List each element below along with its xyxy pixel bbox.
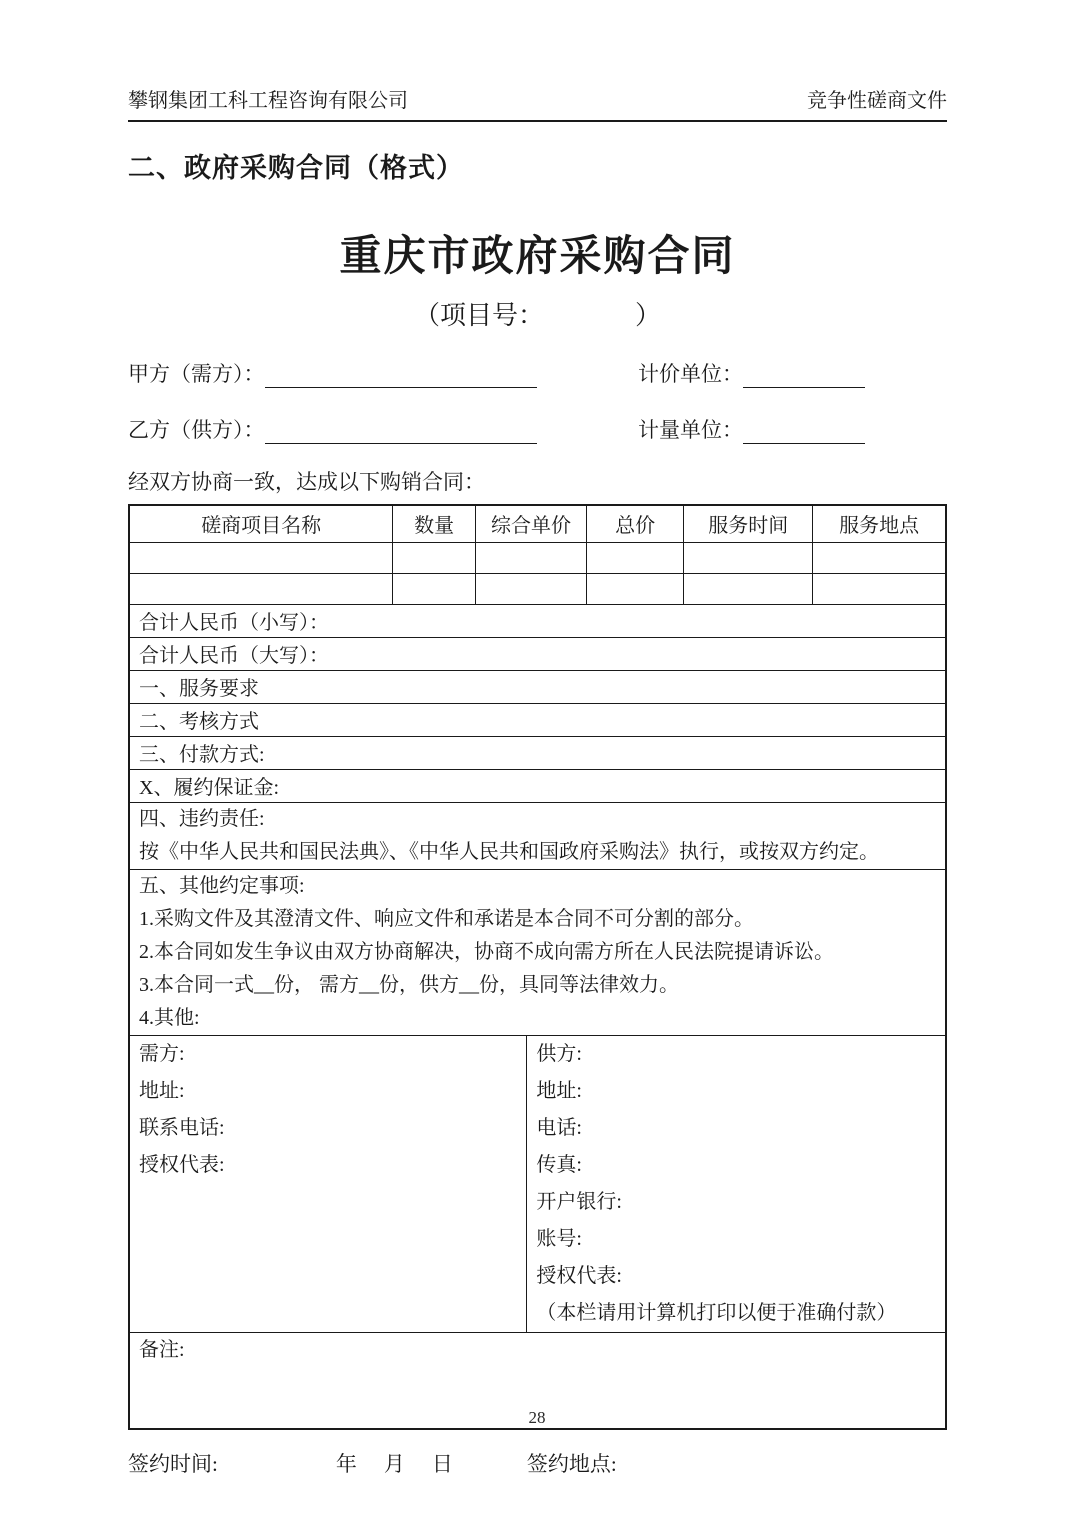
other-terms-item: 3.本合同一式__份， 需方__份，供方__份，具同等法律效力。 [139,973,679,996]
col-header-item-name: 磋商项目名称 [129,505,393,542]
intro-line: 经双方协商一致，达成以下购销合同： [128,470,485,494]
measure-unit-field [638,414,865,444]
party-b-blank-line [265,420,537,444]
signing-place-label: 签约地点: [526,1452,617,1476]
col-header-service-time: 服务时间 [684,505,813,542]
party-b-field [128,414,638,444]
blank-cell [129,573,393,604]
payment-method-row [129,736,946,769]
signing-row [128,1448,947,1478]
measure-unit-label: 计量单位： [638,418,743,442]
blank-cell [684,542,813,573]
party-a-row [128,358,947,388]
contract-title: 重庆市政府采购合同 [339,234,736,280]
blank-cell [393,542,476,573]
supplier-representative-label: 授权代表: [536,1264,622,1287]
other-terms-title: 五、其他约定事项: [139,874,305,897]
page-number: 28 [528,1408,546,1427]
supplier-address-label: 地址: [536,1079,582,1102]
total-uppercase-row [129,637,946,670]
header-company-name: 攀钢集团工科工程咨询有限公司 [128,90,408,112]
blank-cell [684,573,813,604]
table-header-row [129,505,946,542]
party-a-field [128,358,638,388]
assessment-method-row [129,703,946,736]
breach-liability-title: 四、违约责任: [139,807,265,830]
blank-cell [393,573,476,604]
party-a-blank-line [265,364,537,388]
signing-time-label: 签约时间: [128,1452,218,1476]
breach-liability-cell [129,802,946,869]
header-doc-type: 竞争性磋商文件 [807,90,947,112]
buyer-phone-label: 联系电话: [139,1116,225,1139]
total-uppercase-label: 合计人民币（大写）： [129,637,946,670]
buyer-name-label: 需方: [139,1042,185,1065]
supplier-account-label: 账号: [536,1227,582,1250]
col-header-unit-price: 综合单价 [475,505,586,542]
breach-liability-row [129,802,946,869]
signing-year-label: 年 [335,1452,357,1476]
contract-table [128,504,947,1430]
running-header [128,0,947,122]
other-terms-item: 1.采购文件及其澄清文件、响应文件和承诺是本合同不可分割的部分。 [139,907,754,930]
empty-data-row [129,573,946,604]
buyer-info-cell [129,1035,527,1332]
supplier-phone-label: 电话: [536,1116,582,1139]
supplier-fax-label: 传真: [536,1153,582,1176]
supplier-info-cell [527,1035,946,1332]
breach-liability-body: 按《中华人民共和国民法典》、《中华人民共和国政府采购法》执行，或按双方约定。 [139,840,879,863]
buyer-representative-label: 授权代表: [139,1153,225,1176]
blank-cell [587,573,684,604]
payment-method-label: 三、付款方式: [129,736,946,769]
col-header-quantity: 数量 [393,505,476,542]
empty-data-row [129,542,946,573]
pricing-unit-field [638,358,865,388]
contact-info-row [129,1035,946,1332]
party-b-row [128,414,947,444]
party-a-label: 甲方（需方）： [128,362,265,386]
other-terms-item: 2.本合同如发生争议由双方协商解决，协商不成向需方所在人民法院提请诉讼。 [139,940,834,963]
measure-unit-blank-line [743,420,865,444]
performance-bond-label: X、履约保证金: [129,769,946,802]
blank-cell [475,573,586,604]
supplier-bank-label: 开户银行: [536,1190,622,1213]
total-lowercase-row [129,604,946,637]
other-terms-item: 4.其他: [139,1006,200,1029]
section-heading: 二、政府采购合同（格式） [128,153,464,183]
service-requirements-label: 一、服务要求 [129,670,946,703]
supplier-print-note: （本栏请用计算机打印以便于准确付款） [536,1301,897,1324]
performance-bond-row [129,769,946,802]
blank-cell [129,542,393,573]
signing-month-label: 月 [383,1452,405,1476]
blank-cell [475,542,586,573]
blank-cell [587,542,684,573]
pricing-unit-blank-line [743,364,865,388]
assessment-method-label: 二、考核方式 [129,703,946,736]
blank-cell [813,573,946,604]
total-lowercase-label: 合计人民币（小写）： [129,604,946,637]
blank-cell [813,542,946,573]
buyer-address-label: 地址: [139,1079,185,1102]
other-terms-cell [129,869,946,1035]
service-requirements-row [129,670,946,703]
col-header-total-price: 总价 [587,505,684,542]
project-number-line: （项目号： ） [413,301,661,330]
supplier-name-label: 供方: [536,1042,582,1065]
signing-day-label: 日 [431,1452,453,1476]
remark-label: 备注: [129,1332,946,1429]
other-terms-row [129,869,946,1035]
party-b-label: 乙方（供方）： [128,418,265,442]
pricing-unit-label: 计价单位： [638,362,743,386]
col-header-service-place: 服务地点 [813,505,946,542]
